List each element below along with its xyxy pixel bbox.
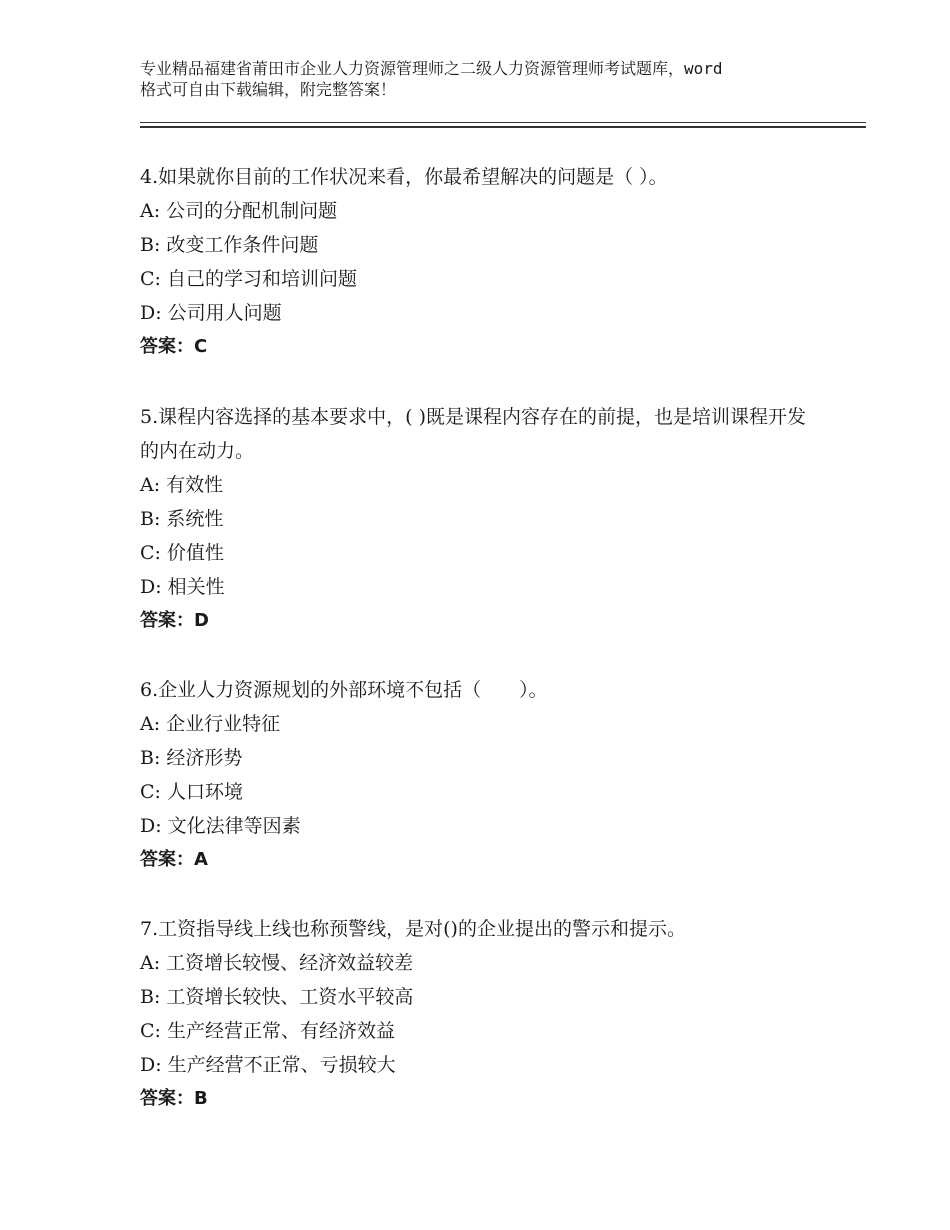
answer: 答案：C	[140, 336, 208, 357]
option-d: D: 相关性	[140, 576, 225, 598]
header-divider-thick	[140, 126, 866, 128]
option-d: D: 文化法律等因素	[140, 815, 301, 837]
question-stem: 7.工资指导线上线也称预警线，是对()的企业提出的警示和提示。	[140, 918, 686, 940]
question-4	[140, 160, 820, 364]
option-c: C: 生产经营正常、有经济效益	[140, 1020, 395, 1042]
option-b: B: 系统性	[140, 508, 224, 530]
answer: 答案：A	[140, 849, 208, 870]
option-a: A: 有效性	[140, 474, 224, 496]
option-c: C: 自己的学习和培训问题	[140, 268, 357, 290]
question-stem: 6.企业人力资源规划的外部环境不包括（ ）。	[140, 679, 548, 701]
option-a: A: 工资增长较慢、经济效益较差	[140, 952, 414, 974]
option-b: B: 改变工作条件问题	[140, 234, 319, 256]
option-b: B: 工资增长较快、工资水平较高	[140, 986, 414, 1008]
question-stem: 5.课程内容选择的基本要求中，( )既是课程内容存在的前提，也是培训课程开发的内在动力。	[140, 406, 806, 462]
header-line-1: 专业精品福建省莆田市企业人力资源管理师之二级人力资源管理师考试题库，word	[140, 59, 723, 78]
header-divider-thin	[140, 122, 866, 123]
question-6	[140, 673, 820, 877]
option-d: D: 公司用人问题	[140, 302, 282, 324]
option-c: C: 价值性	[140, 542, 224, 564]
question-stem: 4.如果就你目前的工作状况来看，你最希望解决的问题是（ ）。	[140, 166, 668, 188]
option-a: A: 公司的分配机制问题	[140, 200, 338, 222]
question-7	[140, 912, 820, 1116]
option-b: B: 经济形势	[140, 747, 243, 769]
document-header	[140, 58, 830, 100]
option-a: A: 企业行业特征	[140, 713, 281, 735]
option-d: D: 生产经营不正常、亏损较大	[140, 1054, 396, 1076]
answer: 答案：D	[140, 610, 209, 631]
option-c: C: 人口环境	[140, 781, 243, 803]
answer: 答案：B	[140, 1088, 208, 1109]
question-5	[140, 400, 820, 638]
header-line-2: 格式可自由下载编辑，附完整答案！	[140, 80, 397, 99]
